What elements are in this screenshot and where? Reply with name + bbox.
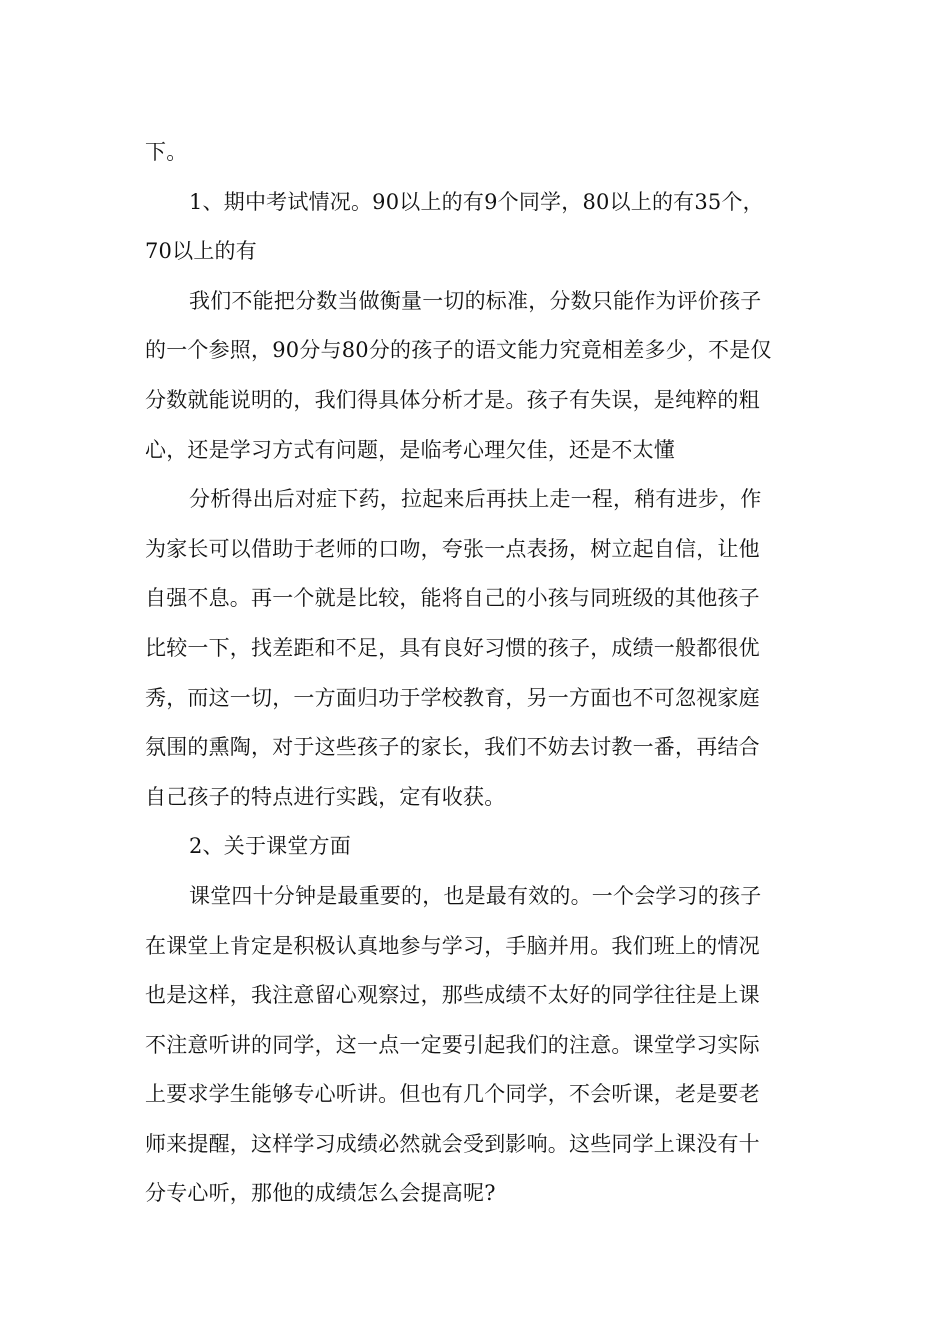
- text-line: 我们不能把分数当做衡量一切的标准，分数只能作为评价孩子: [189, 288, 762, 313]
- text-line: 秀，而这一切，一方面归功于学校教育，另一方面也不可忽视家庭: [145, 685, 760, 710]
- text-line: 分析得出后对症下药，拉起来后再扶上走一程，稍有进步，作: [189, 487, 762, 512]
- text-line: 为家长可以借助于老师的口吻，夸张一点表扬，树立起自信，让他: [145, 536, 760, 561]
- text-line: 也是这样，我注意留心观察过，那些成绩不太好的同学往往是上课: [145, 983, 760, 1008]
- text-line: 自己孩子的特点进行实践，定有收获。: [145, 784, 506, 809]
- text-line: 氛围的熏陶，对于这些孩子的家长，我们不妨去讨教一番，再结合: [145, 735, 760, 760]
- text-line: 在课堂上肯定是积极认真地参与学习，手脑并用。我们班上的情况: [145, 933, 760, 958]
- text-line: 心，还是学习方式有问题，是临考心理欠佳，还是不太懂: [145, 437, 675, 462]
- text-line: 师来提醒，这样学习成绩必然就会受到影响。这些同学上课没有十: [145, 1131, 760, 1156]
- text-line: 的一个参照，90分与80分的孩子的语文能力究竟相差多少，不是仅: [145, 338, 772, 363]
- section-heading: 2、关于课堂方面: [189, 834, 351, 859]
- text-line: 比较一下，找差距和不足，具有良好习惯的孩子，成绩一般都很优: [145, 635, 760, 660]
- text-line: 70以上的有: [145, 239, 257, 264]
- text-line: 分数就能说明的，我们得具体分析才是。孩子有失误，是纯粹的粗: [145, 387, 760, 412]
- text-line: 不注意听讲的同学，这一点一定要引起我们的注意。课堂学习实际: [145, 1032, 760, 1057]
- text-line: 1、期中考试情况。90以上的有9个同学，80以上的有35个，: [189, 189, 764, 214]
- text-line: 课堂四十分钟是最重要的，也是最有效的。一个会学习的孩子: [189, 883, 762, 908]
- text-line: 上要求学生能够专心听讲。但也有几个同学，不会听课，老是要老: [145, 1082, 760, 1107]
- text-line: 分专心听，那他的成绩怎么会提高呢?: [145, 1181, 496, 1206]
- text-line: 下。: [145, 140, 188, 164]
- text-line: 自强不息。再一个就是比较，能将自己的小孩与同班级的其他孩子: [145, 586, 760, 611]
- document-body: [145, 128, 810, 1219]
